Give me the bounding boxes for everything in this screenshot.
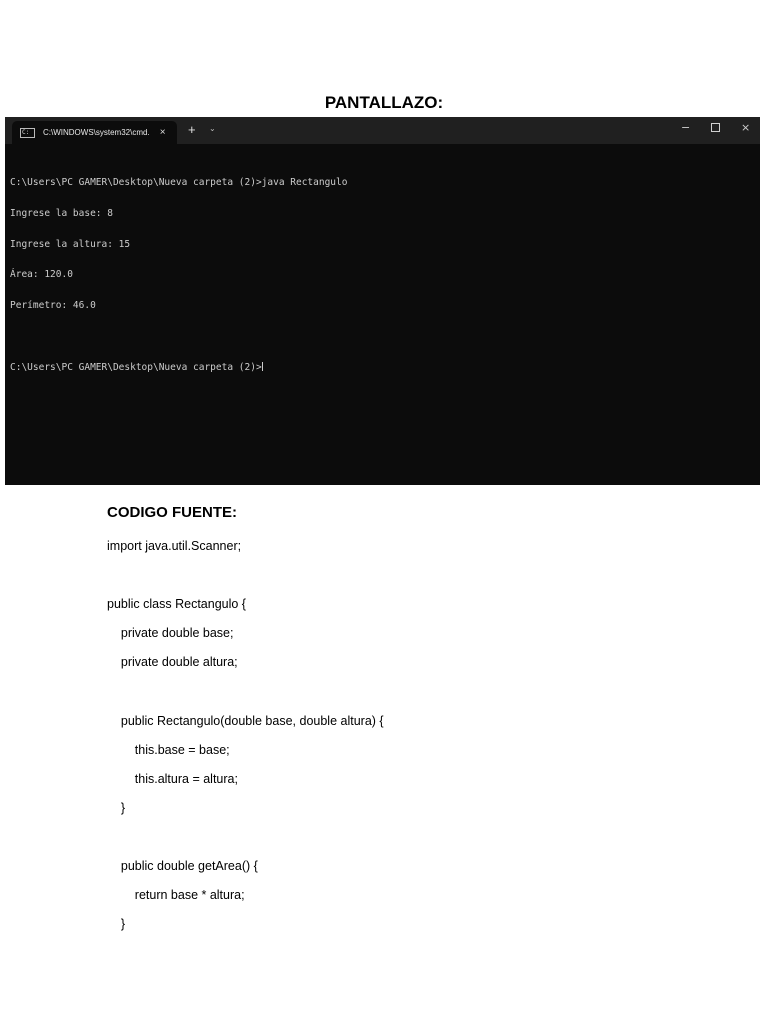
console-line: Ingrese la base: 8: [10, 208, 113, 220]
screenshot-heading: PANTALLAZO:: [324, 93, 444, 112]
code-line: return base * altura;: [107, 888, 245, 903]
terminal-tab-bar: [5, 117, 760, 144]
source-code-heading: CODIGO FUENTE:: [107, 504, 237, 521]
tab-title: C:\WINDOWS\system32\cmd.: [43, 128, 150, 137]
code-line: [107, 566, 384, 595]
code-line: }: [107, 917, 126, 932]
code-line: this.base = base;: [107, 742, 230, 757]
close-window-button[interactable]: ×: [741, 121, 751, 134]
terminal-icon: C:: [20, 128, 35, 138]
console-prompt-line: [10, 362, 760, 373]
minimize-button[interactable]: −: [681, 121, 691, 134]
terminal-window: [5, 117, 760, 485]
console-line: Área: 120.0: [10, 269, 73, 281]
code-line: private double altura;: [107, 655, 238, 670]
text-cursor: [262, 362, 263, 371]
code-line: [107, 682, 384, 711]
maximize-button[interactable]: [711, 123, 720, 132]
chevron-down-icon[interactable]: ⌄: [209, 124, 216, 133]
console-line: Perímetro: 46.0: [10, 299, 96, 311]
new-tab-button[interactable]: +: [188, 122, 196, 137]
code-line: }: [107, 800, 126, 815]
tab-close-icon[interactable]: ×: [159, 126, 166, 138]
code-line: public class Rectangulo {: [107, 597, 246, 612]
code-line: private double base;: [107, 626, 234, 641]
code-line: public Rectangulo(double base, double altura) {: [107, 713, 384, 728]
code-line: [107, 828, 384, 857]
code-line: import java.util.Scanner;: [107, 539, 242, 553]
console-line: Ingrese la altura: 15: [10, 238, 131, 250]
code-line: this.altura = altura;: [107, 771, 238, 786]
source-code-block: [107, 537, 384, 944]
console-output[interactable]: [5, 144, 760, 393]
console-prompt: C:\Users\PC GAMER\Desktop\Nueva carpeta (2)>: [10, 361, 262, 373]
terminal-tab[interactable]: [12, 121, 177, 144]
code-line: public double getArea() {: [107, 859, 258, 874]
console-blank-line: [10, 331, 760, 341]
console-line: C:\Users\PC GAMER\Desktop\Nueva carpeta (2)>java Rectangulo: [10, 177, 348, 189]
